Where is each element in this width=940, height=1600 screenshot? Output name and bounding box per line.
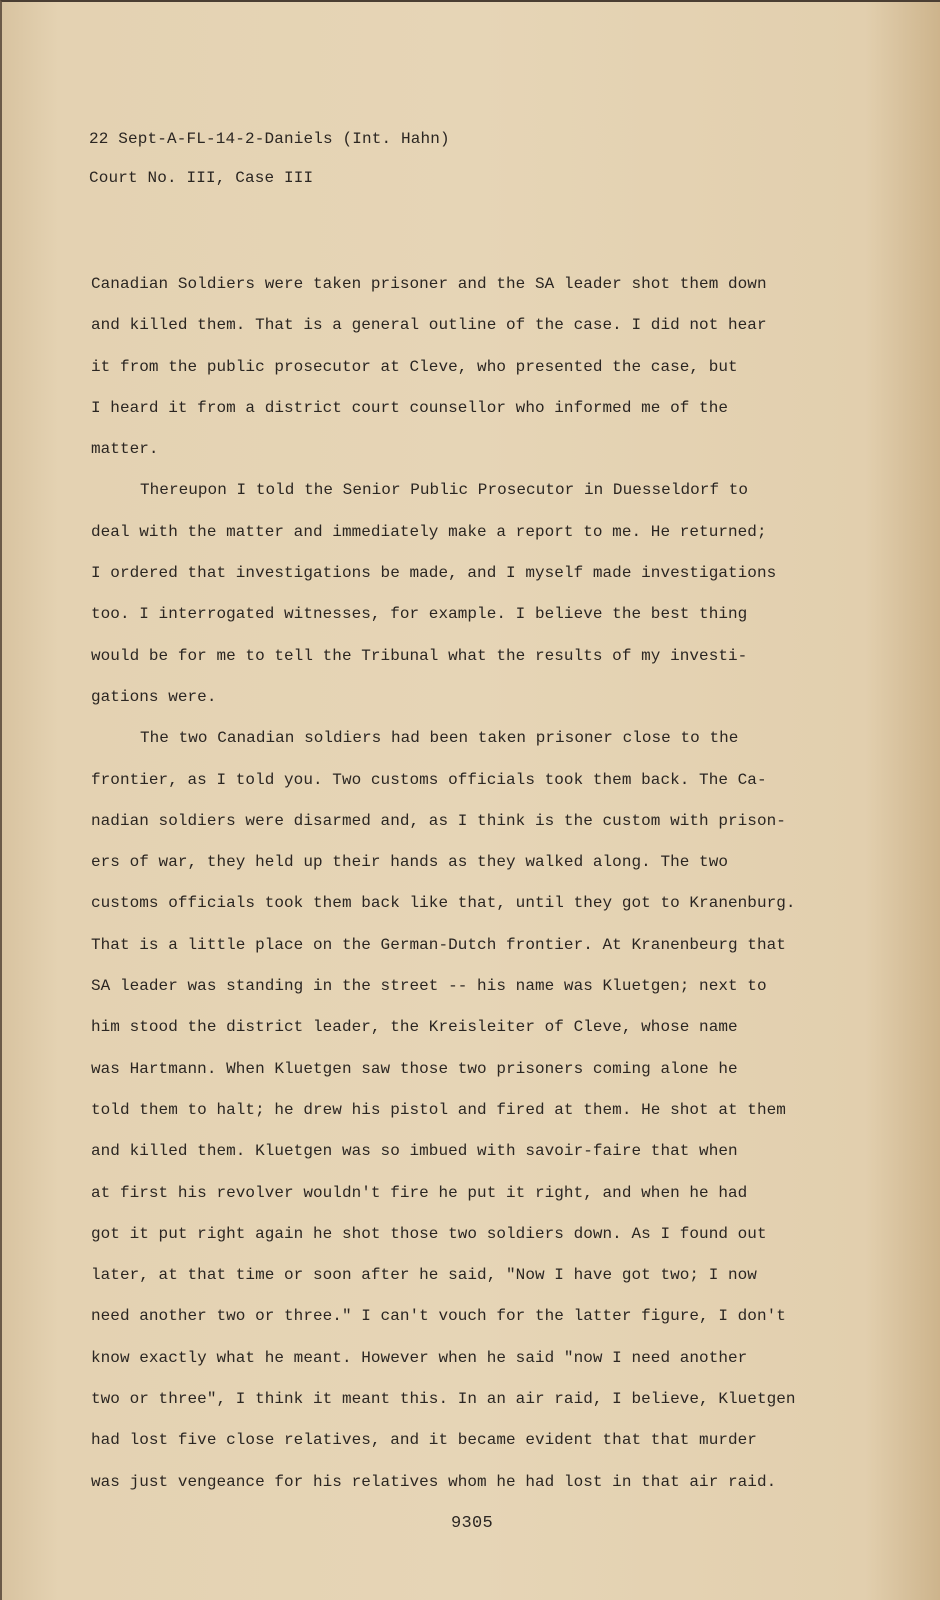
text-line: I ordered that investigations be made, and I myself made investigations bbox=[91, 564, 777, 583]
paragraph bbox=[91, 470, 851, 718]
text-line: need another two or three." I can't vouch for the latter figure, I don't bbox=[91, 1307, 786, 1326]
text-line: That is a little place on the German-Dutch frontier. At Kranenbeurg that bbox=[91, 935, 786, 954]
text-line: know exactly what he meant. However when he said "now I need another bbox=[91, 1348, 748, 1367]
text-line: matter. bbox=[91, 440, 159, 459]
page-number: 9305 bbox=[450, 1514, 493, 1533]
text-line: at first his revolver wouldn't fire he put it right, and when he had bbox=[91, 1183, 748, 1202]
text-line: Thereupon I told the Senior Public Prosecutor in Duesseldorf to bbox=[140, 481, 749, 500]
text-line: and killed them. That is a general outline of the case. I did not hear bbox=[91, 316, 767, 335]
text-line: too. I interrogated witnesses, for example. I believe the best thing bbox=[91, 605, 748, 624]
text-line: would be for me to tell the Tribunal what the results of my investi- bbox=[91, 646, 748, 665]
paragraph bbox=[91, 718, 851, 1503]
text-line: got it put right again he shot those two soldiers down. As I found out bbox=[91, 1224, 767, 1243]
text-line: Canadian Soldiers were taken prisoner and the SA leader shot them down bbox=[91, 275, 767, 293]
text-line: was just vengeance for his relatives whom he had lost in that air raid. bbox=[91, 1472, 777, 1491]
text-line: told them to halt; he drew his pistol and fired at them. He shot at them bbox=[91, 1100, 786, 1119]
text-line: had lost five close relatives, and it became evident that that murder bbox=[91, 1431, 757, 1450]
text-line: two or three", I think it meant this. In an air raid, I believe, Kluetgen bbox=[91, 1390, 796, 1409]
text-line: was Hartmann. When Kluetgen saw those two prisoners coming alone he bbox=[91, 1059, 738, 1078]
document-body bbox=[91, 264, 851, 1503]
text-line: it from the public prosecutor at Cleve, who presented the case, but bbox=[91, 357, 738, 376]
text-line: I heard it from a district court counsellor who informed me of the bbox=[91, 398, 729, 417]
header-reference-line: 22 Sept-A-FL-14-2-Daniels (Int. Hahn) bbox=[89, 130, 450, 148]
text-line: deal with the matter and immediately make a report to me. He returned; bbox=[91, 522, 767, 541]
text-line: SA leader was standing in the street -- his name was Kluetgen; next to bbox=[91, 977, 767, 996]
paragraph bbox=[91, 264, 851, 470]
text-line: gations were. bbox=[91, 687, 217, 706]
text-line: customs officials took them back like that, until they got to Kranenburg. bbox=[91, 894, 796, 913]
text-line: ers of war, they held up their hands as they walked along. The two bbox=[91, 853, 729, 872]
text-line: him stood the district leader, the Kreisleiter of Cleve, whose name bbox=[91, 1018, 738, 1037]
text-line: frontier, as I told you. Two customs officials took them back. The Ca- bbox=[91, 770, 767, 789]
text-line: later, at that time or soon after he said, "Now I have got two; I now bbox=[91, 1266, 757, 1285]
text-line: The two Canadian soldiers had been taken prisoner close to the bbox=[140, 729, 739, 748]
header-court-line: Court No. III, Case III bbox=[89, 169, 314, 187]
text-line: nadian soldiers were disarmed and, as I think is the custom with prison- bbox=[91, 811, 786, 830]
text-line: and killed them. Kluetgen was so imbued with savoir-faire that when bbox=[91, 1142, 738, 1161]
document-header bbox=[89, 120, 450, 198]
